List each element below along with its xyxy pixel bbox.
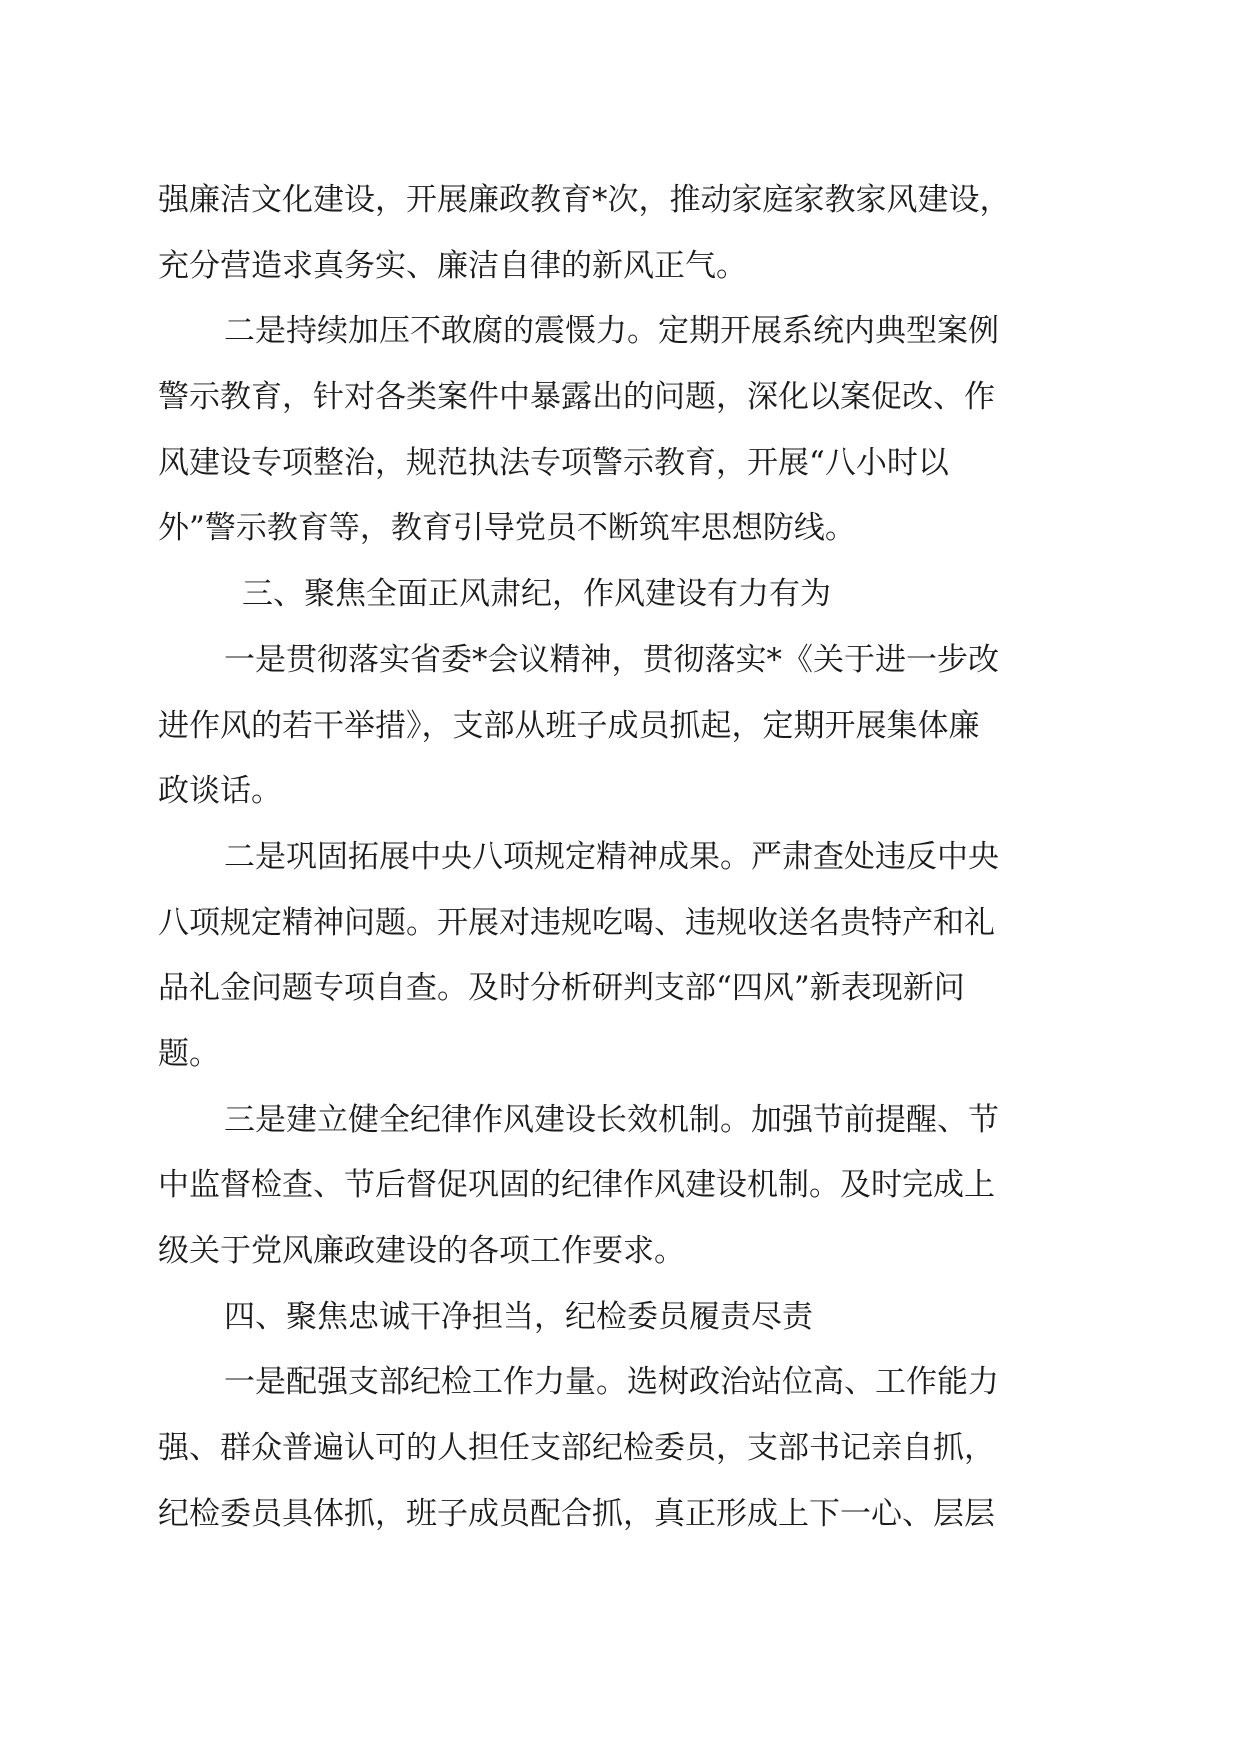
text-line: 外”警示教育等，教育引导党员不断筑牢思想防线。 bbox=[158, 510, 856, 547]
paragraph-start-line: 一是配强支部纪检工作力量。选树政治站位高、工作能力 bbox=[224, 1364, 999, 1401]
section-heading-3: 三、聚焦全面正风肃纪，作风建设有力有为 bbox=[242, 576, 831, 613]
text-line: 八项规定精神问题。开展对违规吃喝、违规收送名贵特产和礼 bbox=[158, 904, 995, 941]
text-line: 强、群众普遍认可的人担任支部纪检委员，支部书记亲自抓， bbox=[158, 1430, 995, 1467]
paragraph-start-line: 三是建立健全纪律作风建设长效机制。加强节前提醒、节 bbox=[224, 1101, 999, 1138]
section-heading-4: 四、聚焦忠诚干净担当，纪检委员履责尽责 bbox=[224, 1298, 813, 1335]
paragraph-start-line: 一是贯彻落实省委*会议精神，贯彻落实*《关于进一步改 bbox=[224, 641, 999, 678]
text-line: 风建设专项整治，规范执法专项警示教育，开展“八小时以 bbox=[158, 444, 949, 481]
text-line: 充分营造求真务实、廉洁自律的新风正气。 bbox=[158, 247, 747, 284]
paragraph-start-line: 二是持续加压不敢腐的震慑力。定期开展系统内典型案例 bbox=[224, 313, 999, 350]
text-line: 中监督检查、节后督促巩固的纪律作风建设机制。及时完成上 bbox=[158, 1167, 995, 1204]
text-line: 进作风的若干举措》，支部从班子成员抓起，定期开展集体廉 bbox=[158, 707, 980, 744]
text-line: 强廉洁文化建设，开展廉政教育*次，推动家庭家教家风建设， bbox=[158, 182, 1011, 218]
paragraph-start-line: 二是巩固拓展中央八项规定精神成果。严肃查处违反中央 bbox=[224, 838, 999, 875]
text-line: 政谈话。 bbox=[158, 773, 282, 810]
document-body bbox=[158, 168, 1088, 1547]
text-line: 品礼金问题专项自查。及时分析研判支部“四风”新表现新问 bbox=[158, 970, 965, 1007]
text-line: 级关于党风廉政建设的各项工作要求。 bbox=[158, 1233, 685, 1269]
text-line: 题。 bbox=[158, 1035, 220, 1072]
text-line: 纪检委员具体抓，班子成员配合抓，真正形成上下一心、层层 bbox=[158, 1495, 995, 1532]
text-line: 警示教育，针对各类案件中暴露出的问题，深化以案促改、作 bbox=[158, 379, 995, 416]
